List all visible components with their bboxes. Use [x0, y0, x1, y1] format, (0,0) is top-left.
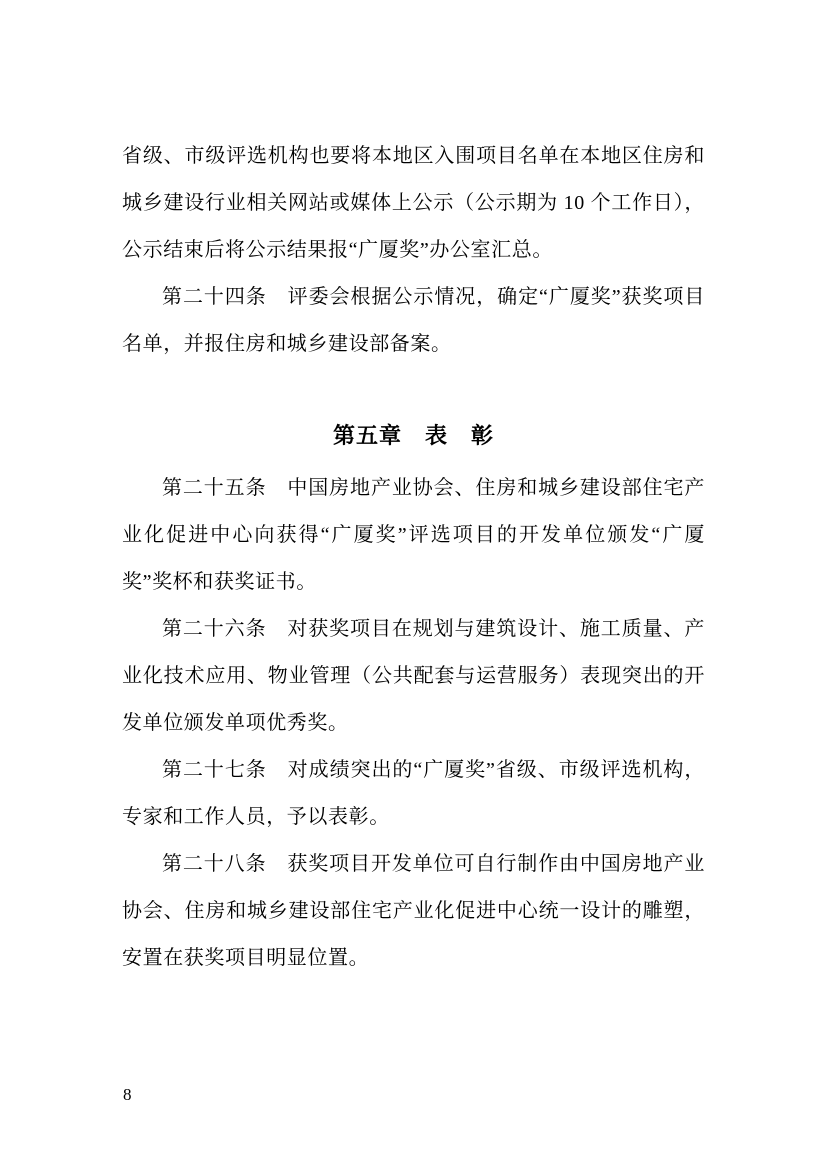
- paragraph-article-25: 第二十五条 中国房地产业协会、住房和城乡建设部住宅产业化促进中心向获得“广厦奖”评选项目的开发单位颁发“广厦奖”奖杯和获奖证书。: [122, 477, 705, 593]
- text-block: [122, 133, 705, 982]
- paragraph-article-26: 第二十六条 对获奖项目在规划与建筑设计、施工质量、产业化技术应用、物业管理（公共配套与运营服务）表现突出的开发单位颁发单项优秀奖。: [122, 618, 705, 734]
- paragraph-continuation: 省级、市级评选机构也要将本地区入围项目名单在本地区住房和城乡建设行业相关网站或媒体上公示（公示期为 10 个工作日），公示结束后将公示结果报“广厦奖”办公室汇总。: [122, 145, 705, 261]
- paragraph-article-27: 第二十七条 对成绩突出的“广厦奖”省级、市级评选机构，专家和工作人员，予以表彰。: [122, 759, 705, 828]
- paragraph-article-24: 第二十四条 评委会根据公示情况，确定“广厦奖”获奖项目名单，并报住房和城乡建设部备案。: [122, 286, 705, 355]
- chapter-heading: 第五章 表 彰: [332, 423, 494, 448]
- page-number: 8: [123, 1085, 132, 1104]
- paragraph-article-28: 第二十八条 获奖项目开发单位可自行制作由中国房地产业协会、住房和城乡建设部住宅产业化促进中心统一设计的雕塑，安置在获奖项目明显位置。: [122, 853, 705, 969]
